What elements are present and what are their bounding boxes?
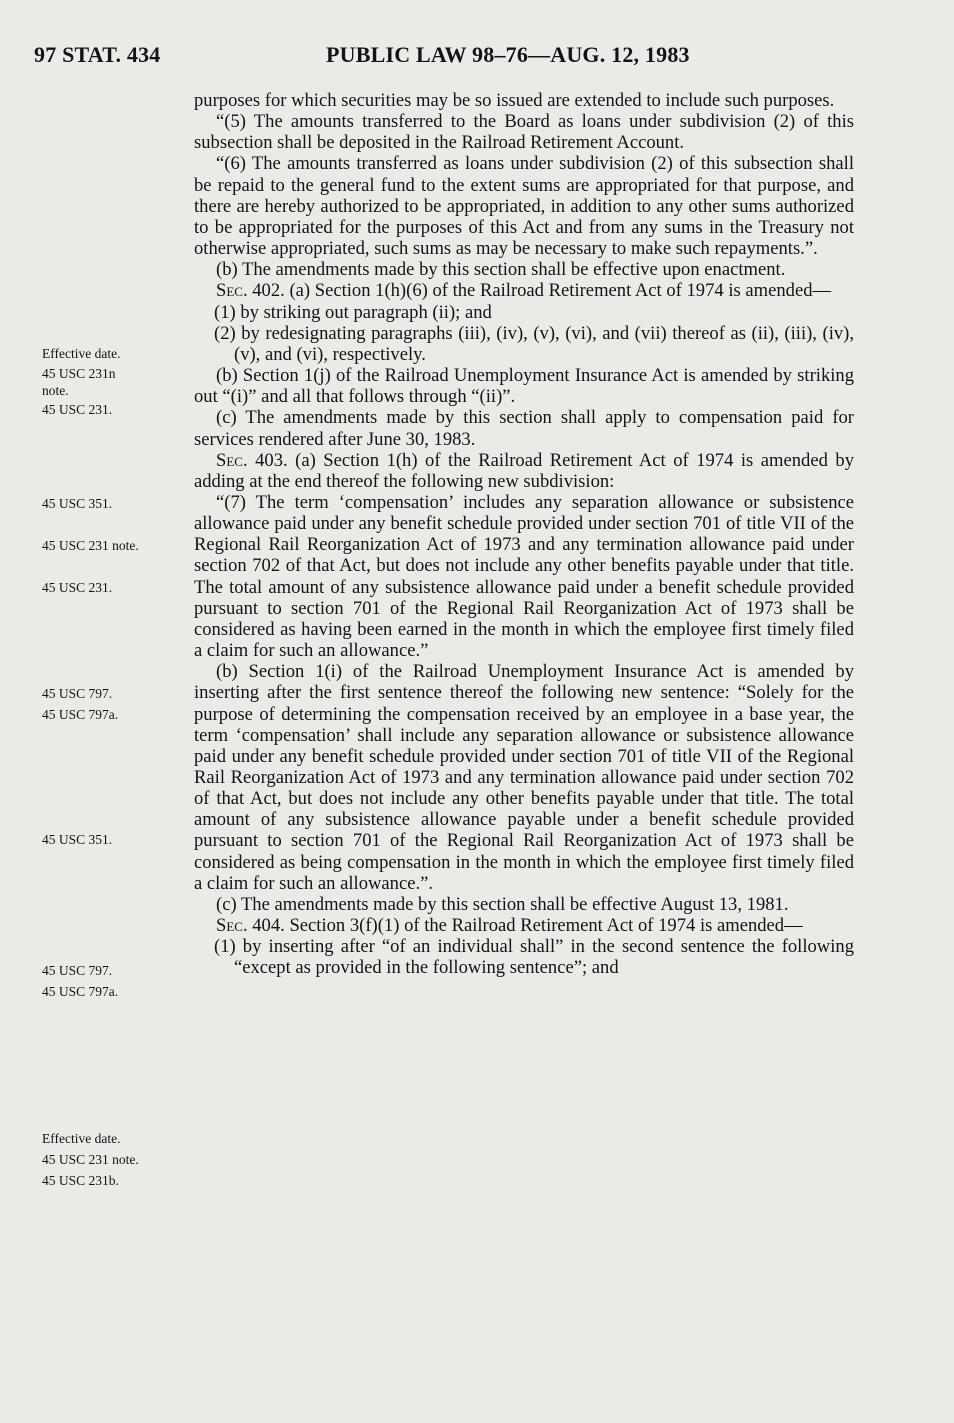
paragraph: (c) The amendments made by this section shall apply to compensation paid for services rendered after June 30, 1983. — [194, 407, 854, 450]
paragraph: “(6) The amounts transferred as loans under subdivision (2) of this subsection shall be repaid to the general fund to the extent sums are appropriated for that purpose, and there are hereby authorized to be appropriated, in addition to any other sums authorized to be appropriated for the purposes of this Act and from any sums in the Treasury not otherwise appropriated, such sums as may be necessary to make such repayments.”. — [194, 153, 854, 260]
section-403 — [194, 450, 854, 492]
statute-page-number: 97 STAT. 434 — [34, 42, 161, 67]
margin-note: 45 USC 231. — [42, 402, 113, 417]
section-text: (a) Section 1(h) of the Railroad Retirement Act of 1974 is amended by adding at the end thereof the following new subdivision: — [194, 449, 854, 492]
section-404 — [194, 915, 854, 936]
paragraph: purposes for which securities may be so issued are extended to include such purposes. — [194, 90, 835, 111]
margin-note: 45 USC 797. — [42, 686, 113, 701]
margin-note: 45 USC 797a. — [42, 707, 119, 722]
margin-note: 45 USC 797a. — [42, 984, 119, 999]
margin-note: 45 USC 231n — [42, 366, 116, 381]
margin-note: Effective date. — [42, 346, 121, 361]
section-label: Sec. 403. — [216, 449, 288, 471]
section-label: Sec. 402. — [216, 280, 285, 302]
margin-note: 45 USC 351. — [42, 496, 113, 511]
statute-text — [194, 90, 854, 979]
list-item: (1) by inserting after “of an individual shall” in the second sentence the following “except as provided in the following sentence”; and — [214, 936, 854, 979]
paragraph: (b) Section 1(j) of the Railroad Unemployment Insurance Act is amended by striking out “(i)” and all that follows through “(ii)”. — [194, 365, 854, 408]
margin-note: 45 USC 231 note. — [42, 538, 139, 553]
margin-note: note. — [42, 383, 69, 398]
paragraph: “(7) The term ‘compensation’ includes any separation allowance or subsistence allowance paid under any benefit schedule provided under section 701 of title VII of the Regional Rail Reorganization Act of 1973 and any termination allowance paid under section 702 of that Act, but does not include any other benefits payable under that title. The total amount of any subsistence allowance paid under a benefit schedule provided pursuant to section 701 of the Regional Rail Reorganization Act of 1973 shall be considered as having been earned in the month in which the employee first timely filed a claim for such an allowance.” — [194, 491, 854, 662]
margin-note: 45 USC 231 note. — [42, 1152, 139, 1167]
paragraph: (b) The amendments made by this section shall be effective upon enactment. — [216, 259, 786, 281]
section-label: Sec. 404. — [216, 915, 285, 937]
margin-note: 45 USC 351. — [42, 832, 113, 847]
running-header: PUBLIC LAW 98–76—AUG. 12, 1983 — [326, 42, 690, 67]
margin-note: Effective date. — [42, 1131, 121, 1146]
margin-note: 45 USC 231b. — [42, 1173, 119, 1188]
section-402 — [194, 280, 854, 301]
list-item: (2) by redesignating paragraphs (iii), (iv), (v), (vi), and (vii) thereof as (ii), (iii), (iv), (v), and (vi), respectively. — [214, 322, 854, 365]
paragraph: (b) Section 1(i) of the Railroad Unemployment Insurance Act is amended by inserting after the first sentence thereof the following new sentence: “Solely for the purpose of determining the compensation received by an employee in a base year, the term ‘compensation’ shall include any separation allowance or subsistence allowance paid under any benefit schedule provided under section 701 of title VII of the Regional Rail Reorganization Act of 1973 and any termination allowance paid under section 702 of that Act, but does not include any other benefits payable under that title. The total amount of any subsistence allowance payable under a benefit schedule provided pursuant to section 701 of the Regional Rail Reorganization Act of 1973 shall be considered as being compensation in the month in which the employee first timely filed a claim for such an allowance.”. — [194, 661, 854, 894]
margin-note: 45 USC 231. — [42, 580, 113, 595]
paragraph: (c) The amendments made by this section shall be effective August 13, 1981. — [216, 893, 789, 915]
margin-note: 45 USC 797. — [42, 963, 113, 978]
section-text: (a) Section 1(h)(6) of the Railroad Retirement Act of 1974 is amended— — [284, 280, 832, 302]
section-text: Section 3(f)(1) of the Railroad Retirement Act of 1974 is amended— — [284, 915, 803, 937]
paragraph: “(5) The amounts transferred to the Board as loans under subdivision (2) of this subsection shall be deposited in the Railroad Retirement Account. — [194, 111, 854, 154]
list-item: (1) by striking out paragraph (ii); and — [214, 301, 492, 323]
